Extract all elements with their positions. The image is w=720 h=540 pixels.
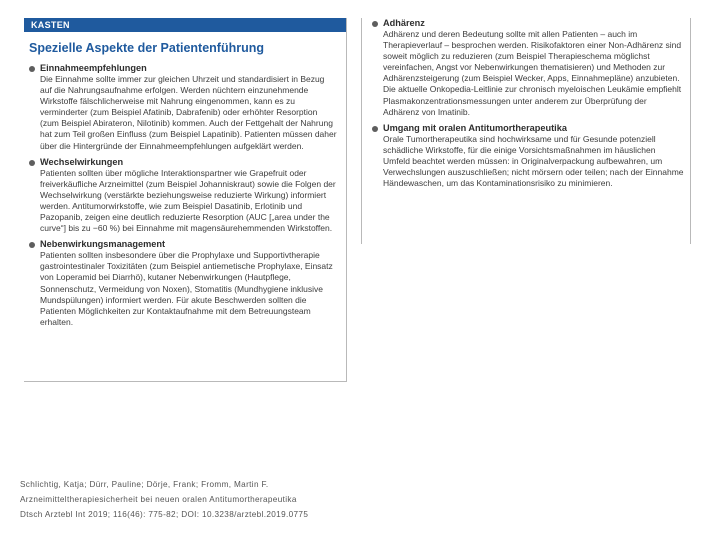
citation-title: Arzneimitteltherapiesicherheit bei neuen oralen Antitumortherapeutika — [20, 495, 297, 504]
kasten-box-right — [361, 18, 691, 244]
kasten-label: KASTEN — [24, 18, 346, 32]
section-heading: Adhärenz — [383, 18, 425, 28]
bullet-icon — [372, 21, 378, 27]
section-text: Adhärenz und deren Bedeutung sollte mit allen Patienten – auch im Therapieverlauf – besprochen werden. Risikofaktoren einer Non-Adhärenz sind soweit möglich zu reduzieren (zum Beispiel Therapieschema möglichst vereinfachen, Angst vor Nebenwirkungen thematisieren) und Methoden zur Adhärenzsteigerung (zum Beispiel Wecker, Apps, Einnahmepläne) anzubieten. Die aktuelle Onkopedia-Leitlinie zur chronisch myeloischen Leukämie empfiehlt Plasmakonzentrationsmessungen unter anderem zur Überprüfung der Adhärenz von Imatinib. — [383, 29, 682, 117]
section-wechselwirkungen — [29, 157, 346, 235]
section-einnahmeempfehlungen — [29, 63, 346, 152]
box-title: Spezielle Aspekte der Patientenführung — [29, 41, 265, 55]
bullet-icon — [29, 66, 35, 72]
section-heading: Wechselwirkungen — [40, 156, 124, 167]
section-heading: Umgang mit oralen Antitumortherapeutika — [383, 122, 567, 133]
section-nebenwirkungsmanagement — [29, 239, 346, 328]
bullet-icon — [372, 126, 378, 132]
section-text: Die Einnahme sollte immer zur gleichen Uhrzeit und standardisiert in Bezug auf die Nahrungsaufnahme erfolgen. Werden nüchtern einzunehmende Wirkstoffe fälschlicherweise mit Nahrung eingenommen, kann es zu verminderter (zum Beispiel Afatinib, Dabrafenib) oder erhöhter Resorption (zum Beispiel Abirateron, Nilotinib) kommen. Auch der Fettgehalt der Nahrung hat zum Teil großen Einfluss (zum Beispiel Lapatinib). Patienten müssen daher über die Hintergründe der Einnahmeempfehlungen aufgeklärt werden. — [40, 74, 337, 151]
citation-authors: Schlichtig, Katja; Dürr, Pauline; Dörje, Frank; Fromm, Martin F. — [20, 480, 269, 489]
bullet-icon — [29, 242, 35, 248]
section-heading: Nebenwirkungsmanagement — [40, 239, 166, 250]
citation — [20, 477, 308, 522]
kasten-box-left — [24, 18, 347, 382]
section-text: Patienten sollten über mögliche Interaktionspartner wie Grapefruit oder freiverkäufliche Arzneimittel (zum Beispiel Johanniskraut) sowie die Folgen der Wechselwirkung (verstärkte beziehungsweise reduzierte Wirkung) informiert werden. Antitumorwirkstoffe, wie zum Beispiel Dasatinib, Erlotinib und Pazopanib, zeigen eine deutlich reduzierte Resorption (AUC [„area under the curve“] bis zu −60 %) bei Einnahme mit magensäurehemmenden Wirkstoffen. — [40, 167, 336, 234]
bullet-icon — [29, 160, 35, 166]
section-text: Orale Tumortherapeutika sind hochwirksame und für Gesunde potenziell schädliche Wirkstoffe, für die einige Vorsichtsmaßnahmen im häuslichen Umfeld beachtet werden müssen: in Originalverpackung aufbewahren, um Verwechslungen auszuschließen; nicht mörsern oder teilen; nach der Einnahme Händewaschen, um das Kontaminationsrisiko zu minimieren. — [383, 133, 684, 189]
section-adhaerenz — [372, 18, 690, 118]
citation-source: Dtsch Arztebl Int 2019; 116(46): 775-82; DOI: 10.3238/arztebl.2019.0775 — [20, 510, 309, 519]
section-text: Patienten sollten insbesondere über die Prophylaxe und Supportivtherapie gastrointestinaler Toxizitäten (zum Beispiel antiemetische Prophylaxe, Einsatz von Loperamid bei Diarrhö), kutaner Nebenwirkungen (Hautpflege, Sonnenschutz, Vermeidung von Noxen), Stomatitis (Mundhygiene inklusive Mundspülungen) informiert werden. Für akute Beschwerden sollten die Patienten Möglichkeiten zur Kontaktaufnahme mit dem Betreuungsteam erhalten. — [40, 250, 333, 327]
section-heading: Einnahmeempfehlungen — [40, 63, 147, 73]
section-umgang-oral — [372, 123, 690, 189]
